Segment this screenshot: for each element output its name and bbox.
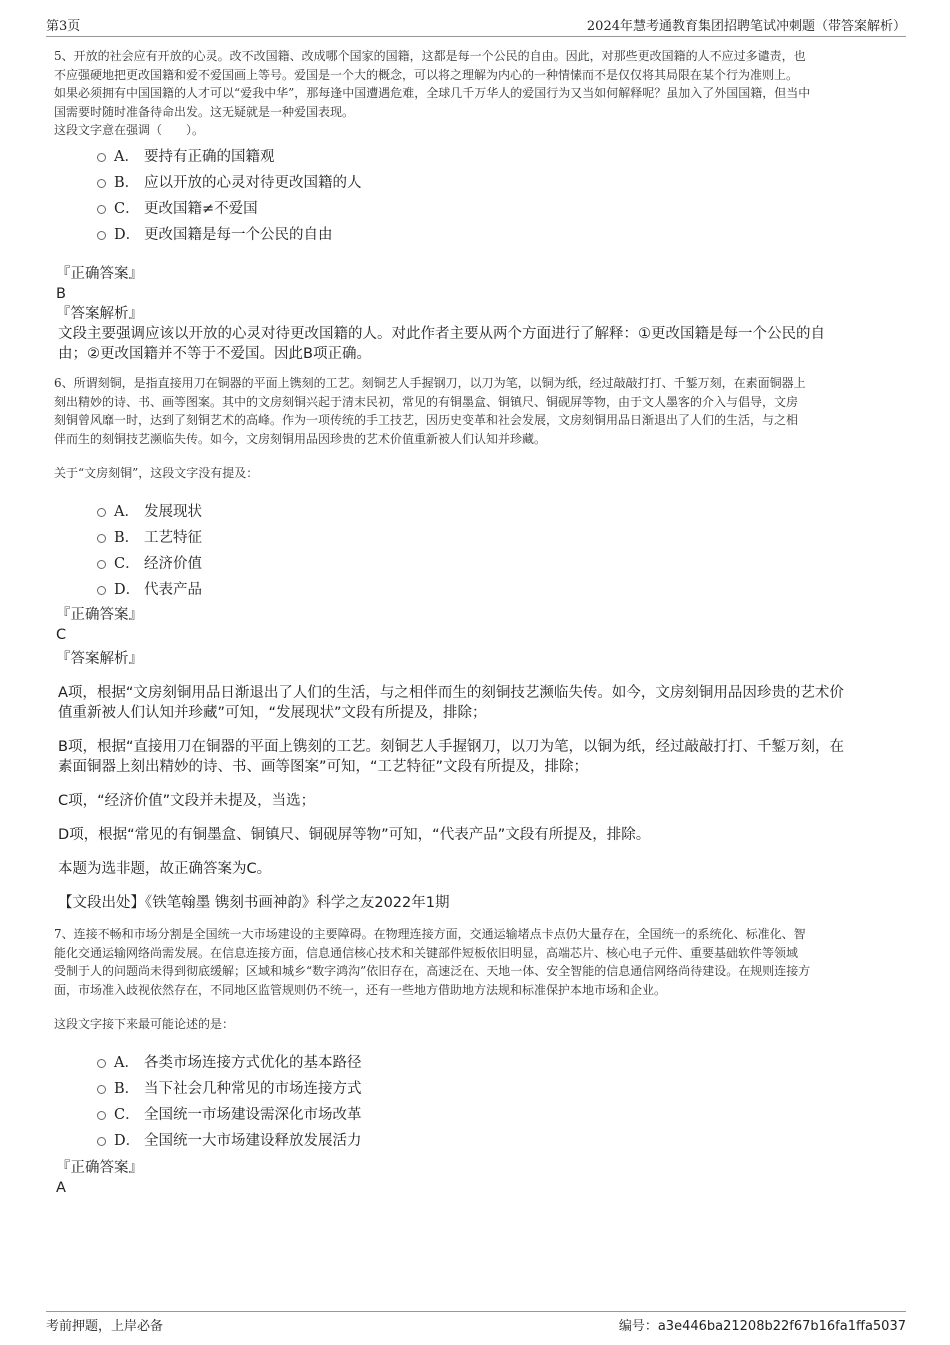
analysis-label: 『答案解析』: [56, 305, 143, 322]
option-a[interactable]: A． 要持有正确的国籍观: [54, 144, 902, 170]
option-d[interactable]: D． 更改国籍是每一个公民的自由: [54, 222, 902, 248]
radio-button[interactable]: [97, 586, 106, 595]
page-header: [46, 12, 906, 37]
correct-answer: A: [56, 1179, 66, 1196]
radio-button[interactable]: [97, 205, 106, 214]
source-citation: [54, 893, 902, 913]
analysis-line: B项，根据“直接用刀在铜器的平面上镌刻的工艺。刻铜艺人手握钢刀，以刀为笔，以铜为纸，经过敲敲打打、千錾万刻，在: [58, 738, 844, 755]
radio-button[interactable]: [97, 1137, 106, 1146]
question-7: [54, 925, 902, 1198]
correct-answer: C: [56, 626, 67, 643]
document-title: 2024年慧考通教育集团招聘笔试冲刺题（带答案解析）: [586, 19, 906, 34]
radio-button[interactable]: [97, 508, 106, 517]
analysis-paragraph: [54, 859, 902, 879]
analysis-line: A项，根据“文房刻铜用品日渐退出了人们的生活，与之相伴而生的刻铜技艺濒临失传。如今，文房刻铜用品因珍贵的艺术价: [58, 684, 844, 701]
option-d[interactable]: D． 全国统一大市场建设释放发展活力: [54, 1128, 902, 1154]
option-d[interactable]: D． 代表产品: [54, 577, 902, 603]
answer-label: 『正确答案』: [56, 1159, 143, 1176]
answer-label: 『正确答案』: [56, 265, 143, 282]
question-6: [54, 374, 902, 913]
analysis-line: 本题为选非题，故正确答案为C。: [58, 860, 272, 877]
option-c[interactable]: C． 全国统一市场建设需深化市场改革: [54, 1102, 902, 1128]
question-stem-line: 6、所谓刻铜，是指直接用刀在铜器的平面上镌刻的工艺。刻铜艺人手握钢刀，以刀为笔，以铜为纸，经过敲敲打打、千錾万刻，在素面铜器上: [54, 375, 806, 390]
radio-button[interactable]: [97, 231, 106, 240]
question-stem-line: 如果必须拥有中国国籍的人才可以“爱我中华”，那每逢中国遭遇危难，全球几千万华人的爱国行为又当如何解释呢？虽加入了外国国籍，但当中: [54, 86, 811, 101]
analysis-paragraph: [54, 683, 902, 723]
option-b[interactable]: B． 当下社会几种常见的市场连接方式: [54, 1076, 902, 1102]
radio-button[interactable]: [97, 179, 106, 188]
analysis-paragraph: [54, 791, 902, 811]
radio-button[interactable]: [97, 1059, 106, 1068]
question-stem-line: 受制于人的问题尚未得到彻底缓解；区域和城乡“数字鸿沟”依旧存在，高速泛在、天地一体、安全智能的信息通信网络尚待建设。在规则连接方: [54, 964, 811, 979]
option-b[interactable]: B． 工艺特征: [54, 525, 902, 551]
question-stem-line: 能化交通运输网络尚需发展。在信息连接方面，信息通信核心技术和关键部件短板依旧明显，高端芯片、核心电子元件、重要基础软件等领域: [54, 945, 799, 960]
question-stem-line: 面，市场准入歧视依然存在，不同地区监管规则仍不统一，还有一些地方借助地方法规和标准保护本地市场和企业。: [54, 982, 667, 997]
question-stem-line: 伴而生的刻铜技艺濒临失传。如今，文房刻铜用品因珍贵的艺术价值重新被人们认知并珍藏。: [54, 431, 547, 446]
page-footer: [46, 1311, 906, 1334]
analysis-line: 值重新被人们认知并珍藏”可知，“发展现状”文段有所提及，排除；: [58, 704, 487, 721]
page-number: 第3页: [46, 19, 81, 34]
options-list: [54, 1050, 902, 1154]
question-stem-line: 刻出精妙的诗、书、画等图案。其中的文房刻铜兴起于清末民初，常见的有铜墨盒、铜镇尺、铜砚屏等物，由于文人墨客的介入与倡导，文房: [54, 394, 799, 409]
question-stem-line: 7、连接不畅和市场分割是全国统一大市场建设的主要障碍。在物理连接方面，交通运输堵点卡点仍大量存在，全国统一的系统化、标准化、智: [54, 926, 806, 941]
option-c[interactable]: C． 经济价值: [54, 551, 902, 577]
answer-label: 『正确答案』: [56, 606, 143, 623]
option-a[interactable]: A． 发展现状: [54, 499, 902, 525]
options-list: [54, 144, 902, 248]
analysis-line: 【文段出处】《铁笔翰墨 镌刻书画神韵》科学之友2022年1期: [58, 894, 450, 911]
question-stem-line: 刻铜曾风靡一时，达到了刻铜艺术的高峰。作为一项传统的手工技艺，因历史变革和社会发展，文房刻铜用品日渐退出了人们的生活，与之相: [54, 413, 799, 428]
analysis-line: C项，“经济价值”文段并未提及，当选；: [58, 792, 316, 809]
question-5: [54, 47, 902, 364]
radio-button[interactable]: [97, 1085, 106, 1094]
question-prompt: 这段文字意在强调（ ）。: [54, 123, 205, 138]
option-c[interactable]: C． 更改国籍≠不爱国: [54, 196, 902, 222]
option-a[interactable]: A． 各类市场连接方式优化的基本路径: [54, 1050, 902, 1076]
radio-button[interactable]: [97, 1111, 106, 1120]
radio-button[interactable]: [97, 534, 106, 543]
question-stem-line: 不应强硬地把更改国籍和爱不爱国画上等号。爱国是一个大的概念，可以将之理解为内心的一种情愫而不是仅仅将其局限在某个行为准则上。: [54, 67, 799, 82]
question-prompt: 这段文字接下来最可能论述的是：: [54, 1017, 235, 1032]
question-stem-line: 国需要时随时准备待命出发。这无疑就是一种爱国表现。: [54, 104, 355, 119]
analysis-line: 由；②更改国籍并不等于不爱国。因此B项正确。: [58, 345, 371, 362]
option-b[interactable]: B． 应以开放的心灵对待更改国籍的人: [54, 170, 902, 196]
analysis-label: 『答案解析』: [56, 650, 143, 667]
document-serial: 编号：a3e446ba21208b22f67b16fa1ffa5037: [618, 1319, 906, 1334]
options-list: [54, 499, 902, 603]
correct-answer: B: [56, 285, 66, 302]
question-prompt: 关于“文房刻铜”，这段文字没有提及：: [54, 466, 259, 481]
analysis-line: 素面铜器上刻出精妙的诗、书、画等图案”可知，“工艺特征”文段有所提及，排除；: [58, 758, 589, 775]
analysis-paragraph: [54, 737, 902, 777]
analysis-line: D项，根据“常见的有铜墨盒、铜镇尺、铜砚屏等物”可知，“代表产品”文段有所提及，排除。: [58, 826, 651, 843]
question-stem-line: 5、开放的社会应有开放的心灵。改不改国籍、改成哪个国家的国籍，这都是每一个公民的自由。因此，对那些更改国籍的人不应过多谴责，也: [54, 49, 806, 63]
analysis-paragraph: [54, 825, 902, 845]
content: [54, 47, 902, 1198]
radio-button[interactable]: [97, 153, 106, 162]
radio-button[interactable]: [97, 560, 106, 569]
footer-slogan: 考前押题，上岸必备: [46, 1319, 164, 1334]
analysis-line: 文段主要强调应该以开放的心灵对待更改国籍的人。对此作者主要从两个方面进行了解释：①更改国籍是每一个公民的自: [58, 325, 825, 342]
